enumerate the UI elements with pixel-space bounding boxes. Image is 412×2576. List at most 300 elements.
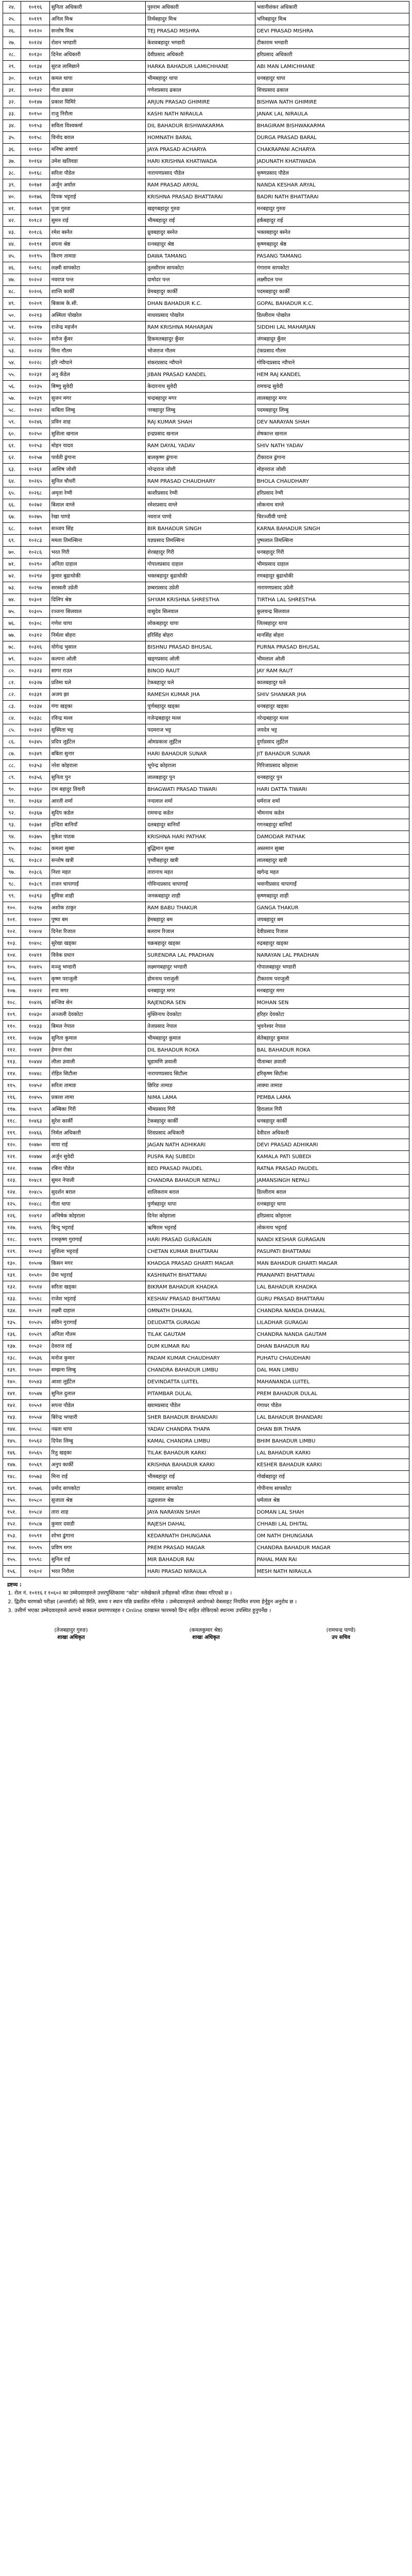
serial-number-cell: ६२.	[3, 452, 21, 464]
candidate-name-cell: सुमन राई	[49, 215, 145, 227]
table-row	[3, 760, 409, 772]
candidate-name-cell: सरोज कुँवर	[49, 333, 145, 345]
serial-number-cell: १५१.	[3, 1506, 21, 1518]
candidate-name-cell: सुशिला खनाल	[49, 428, 145, 440]
serial-number-cell: १२०.	[3, 1139, 21, 1151]
father-name-cell: नारायणप्रसाद सिटौला	[146, 1068, 255, 1080]
table-row	[3, 570, 409, 582]
grandfather-name-cell: गंगाधर पौडेल	[255, 1400, 409, 1412]
candidate-name-cell: दिलिप श्रेष्ठ	[49, 594, 145, 606]
serial-number-cell: १३७.	[3, 1341, 21, 1352]
roll-number-cell: १०११६	[21, 2, 49, 13]
father-name-cell: नन्दलाल शर्मा	[146, 795, 255, 807]
roll-number-cell: १०३२३	[21, 665, 49, 677]
roll-number-cell: १०५६९	[21, 1459, 49, 1471]
table-row	[3, 831, 409, 843]
grandfather-name-cell: भक्तबहादुर बस्नेत	[255, 227, 409, 239]
candidate-name-cell: सुनिल राई	[49, 1554, 145, 1566]
table-row	[3, 950, 409, 961]
grandfather-name-cell: JADUNATH KHATIWADA	[255, 156, 409, 167]
candidate-name-cell: निर्मला बोहरा	[49, 630, 145, 641]
grandfather-name-cell: PAHAL MAN RAI	[255, 1554, 409, 1566]
roll-number-cell: १०१७९	[21, 203, 49, 215]
candidate-name-cell: माया राई	[49, 1139, 145, 1151]
father-name-cell: HARI BAHADUR SUNAR	[146, 748, 255, 760]
father-name-cell: तिर्थबहादुर मिश्र	[146, 13, 255, 25]
father-name-cell: RAM PRASAD CHAUDHARY	[146, 476, 255, 487]
grandfather-name-cell: MAHANANDA LUITEL	[255, 1376, 409, 1388]
table-row	[3, 1554, 409, 1566]
roll-number-cell: १०१६०	[21, 144, 49, 156]
father-name-cell: केदारनाथ सुवेदी	[146, 381, 255, 393]
serial-number-cell: ५२.	[3, 333, 21, 345]
roll-number-cell: १०३६०	[21, 784, 49, 795]
roll-number-cell: १०४२६	[21, 997, 49, 1009]
table-row	[3, 167, 409, 179]
table-row	[3, 49, 409, 61]
table-row	[3, 807, 409, 819]
roll-number-cell: १०२२०	[21, 333, 49, 345]
serial-number-cell: १४८.	[3, 1471, 21, 1483]
candidate-name-cell: प्रमोद सापकोटा	[49, 1483, 145, 1495]
serial-number-cell: ७०.	[3, 547, 21, 558]
serial-number-cell: १५६.	[3, 1566, 21, 1578]
father-name-cell: चक्रबहादुर खड्का	[146, 938, 255, 950]
grandfather-name-cell: DHAN BAHADUR RAI	[255, 1341, 409, 1352]
candidate-name-cell: सुनिल दुलाल	[49, 1388, 145, 1400]
grandfather-name-cell: DEV NARAYAN SHAH	[255, 416, 409, 428]
roll-number-cell: १०१९८	[21, 262, 49, 274]
table-row	[3, 1068, 409, 1080]
serial-number-cell: १५४.	[3, 1542, 21, 1554]
roll-number-cell: १०३३८	[21, 713, 49, 724]
grandfather-name-cell: गोपीनाथ सापकोटा	[255, 1483, 409, 1495]
table-row	[3, 594, 409, 606]
table-row	[3, 84, 409, 96]
table-row	[3, 606, 409, 618]
table-row	[3, 298, 409, 310]
father-name-cell: पूर्णबहादुर खड्का	[146, 701, 255, 713]
table-row	[3, 120, 409, 132]
father-name-cell: नरबहादुर लिम्बु	[146, 404, 255, 416]
grandfather-name-cell: SHIV NATH YADAV	[255, 440, 409, 452]
serial-number-cell: ५४.	[3, 357, 21, 369]
serial-number-cell: ४८.	[3, 286, 21, 298]
roll-number-cell: १०४८१	[21, 1175, 49, 1187]
roll-number-cell: १०३०५	[21, 606, 49, 618]
grandfather-name-cell: धनबहादुर पुन	[255, 772, 409, 784]
candidate-name-cell: सरिता तामाङ	[49, 1080, 145, 1092]
father-name-cell: BHAGWATI PRASAD TIWARI	[146, 784, 255, 795]
table-row	[3, 393, 409, 404]
grandfather-name-cell: टंकप्रसाद गौतम	[255, 345, 409, 357]
serial-number-cell: ११५.	[3, 1080, 21, 1092]
table-row	[3, 677, 409, 689]
grandfather-name-cell: हरिप्रसाद कोइराला	[255, 1210, 409, 1222]
father-name-cell: DHAN BAHADUR K.C.	[146, 298, 255, 310]
table-row	[3, 1092, 409, 1104]
roll-number-cell: १०३७५	[21, 831, 49, 843]
serial-number-cell: ११९.	[3, 1127, 21, 1139]
table-row	[3, 321, 409, 333]
roll-number-cell: १०३६७	[21, 807, 49, 819]
roll-number-cell: १०२३१	[21, 369, 49, 381]
serial-number-cell: ३८.	[3, 167, 21, 179]
candidate-name-cell: अर्जुन अर्याल	[49, 179, 145, 191]
table-row	[3, 1198, 409, 1210]
roll-number-cell: १०२९४	[21, 570, 49, 582]
father-name-cell: SURENDRA LAL PRADHAN	[146, 950, 255, 961]
roll-number-cell: १०५१८	[21, 1293, 49, 1305]
table-row	[3, 641, 409, 653]
table-row	[3, 1483, 409, 1495]
roll-number-cell: १०२५३	[21, 440, 49, 452]
table-row	[3, 262, 409, 274]
table-row	[3, 2, 409, 13]
table-row	[3, 1447, 409, 1459]
roll-number-cell: १०११९	[21, 13, 49, 25]
grandfather-name-cell: NARAYAN LAL PRADHAN	[255, 950, 409, 961]
serial-number-cell: ५८.	[3, 404, 21, 416]
table-row	[3, 1518, 409, 1530]
grandfather-name-cell: अस्तमान सुब्बा	[255, 843, 409, 855]
father-name-cell: KRISHNA HARI PATHAK	[146, 831, 255, 843]
serial-number-cell: १४५.	[3, 1435, 21, 1447]
candidate-name-cell: बबिता सुनार	[49, 748, 145, 760]
table-row	[3, 1530, 409, 1542]
grandfather-name-cell: हर्कबहादुर राई	[255, 215, 409, 227]
candidate-name-cell: सपना श्रेष्ठ	[49, 239, 145, 250]
candidate-name-cell: गणेश थापा	[49, 618, 145, 630]
roll-number-cell: १०५१०	[21, 1269, 49, 1281]
serial-number-cell: १४४.	[3, 1423, 21, 1435]
roll-number-cell: १०३०१	[21, 594, 49, 606]
grandfather-name-cell: डिल्लीराम पोखरेल	[255, 310, 409, 321]
table-row	[3, 227, 409, 239]
serial-number-cell: ११३.	[3, 1056, 21, 1068]
father-name-cell: HARI KRISHNA KHATIWADA	[146, 156, 255, 167]
roll-number-cell: १०५६५	[21, 1447, 49, 1459]
roll-number-cell: १०५१४	[21, 1281, 49, 1293]
candidate-name-cell: सुस्मिता भट्ट	[49, 724, 145, 736]
candidate-name-cell: अस्मिता पोखरेल	[49, 310, 145, 321]
serial-number-cell: ७८.	[3, 641, 21, 653]
father-name-cell: ऋषिराम भट्टराई	[146, 1222, 255, 1234]
serial-number-cell: १५३.	[3, 1530, 21, 1542]
table-row	[3, 1151, 409, 1163]
serial-number-cell: ५०.	[3, 310, 21, 321]
table-row	[3, 428, 409, 440]
serial-number-cell: ६५.	[3, 487, 21, 499]
father-name-cell: गजेन्द्रबहादुर मल्ल	[146, 713, 255, 724]
table-row	[3, 973, 409, 985]
candidate-name-cell: बिन्दु भट्टराई	[49, 1222, 145, 1234]
table-row	[3, 1506, 409, 1518]
father-name-cell: RAM BABU THAKUR	[146, 902, 255, 914]
table-row	[3, 701, 409, 713]
grandfather-name-cell: DHAN BIR THAPA	[255, 1423, 409, 1435]
grandfather-name-cell: PUHATU CHAUDHARI	[255, 1352, 409, 1364]
father-name-cell: तुलसीराम सापकोटा	[146, 262, 255, 274]
serial-number-cell: ८८.	[3, 760, 21, 772]
grandfather-name-cell: NANDI KESHAR GURAGAIN	[255, 1234, 409, 1246]
roll-number-cell: १०१८६	[21, 227, 49, 239]
candidate-name-cell: सरिता खड्का	[49, 1281, 145, 1293]
grandfather-name-cell: कृष्णबहादुर शाही	[255, 890, 409, 902]
father-name-cell: KASHI NATH NIRAULA	[146, 108, 255, 120]
father-name-cell: डम्बरप्रसाद उप्रेती	[146, 582, 255, 594]
roll-number-cell: १०२८६	[21, 547, 49, 558]
roll-number-cell: १०४१५	[21, 961, 49, 973]
roll-number-cell: १०४५९	[21, 1104, 49, 1115]
roll-number-cell: १०४९२	[21, 1210, 49, 1222]
father-name-cell: RAJESH DAHAL	[146, 1518, 255, 1530]
roll-number-cell: १०३९३	[21, 890, 49, 902]
father-name-cell: JAGAN NATH ADHIKARI	[146, 1139, 255, 1151]
roll-number-cell: १०१५३	[21, 120, 49, 132]
candidate-name-cell: सुजन मगर	[49, 393, 145, 404]
roll-number-cell: १०३४९	[21, 748, 49, 760]
candidate-name-cell: आरती शर्मा	[49, 795, 145, 807]
grandfather-name-cell: भनिबहादुर मिश्र	[255, 13, 409, 25]
grandfather-name-cell: KARNA BAHADUR SINGH	[255, 523, 409, 535]
grandfather-name-cell: धर्मलाल श्रेष्ठ	[255, 1495, 409, 1506]
grandfather-name-cell: BADRI NATH BHATTARAI	[255, 191, 409, 203]
table-row	[3, 1293, 409, 1305]
roll-number-cell: १०४४४	[21, 1056, 49, 1068]
grandfather-name-cell: भीमनाथ कडेल	[255, 807, 409, 819]
roll-number-cell: १०२७२	[21, 499, 49, 511]
serial-number-cell: १२३.	[3, 1175, 21, 1187]
candidate-name-cell: अर्जुन सुवेदी	[49, 1151, 145, 1163]
serial-number-cell: ७६.	[3, 618, 21, 630]
father-name-cell: ख्यामप्रसाद पौडेल	[146, 1400, 255, 1412]
candidate-name-cell: हरि न्यौपाने	[49, 357, 145, 369]
father-name-cell: लक्ष्मणबहादुर भण्डारी	[146, 961, 255, 973]
serial-number-cell: १२९.	[3, 1246, 21, 1258]
candidate-name-cell: सुनिल चौधरी	[49, 476, 145, 487]
grandfather-name-cell: DAMODAR PATHAK	[255, 831, 409, 843]
father-name-cell: BED PRASAD PAUDEL	[146, 1163, 255, 1175]
table-row	[3, 582, 409, 594]
serial-number-cell: ९२.	[3, 807, 21, 819]
roll-number-cell: १०५०३	[21, 1246, 49, 1258]
candidate-name-cell: कमल थापा	[49, 73, 145, 84]
grandfather-name-cell: डिल्लीराम बराल	[255, 1187, 409, 1198]
grandfather-name-cell: धनबहादुर खड्का	[255, 701, 409, 713]
serial-number-cell: २४.	[3, 2, 21, 13]
father-name-cell: MIR BAHADUR RAI	[146, 1554, 255, 1566]
roll-number-cell: १०५६२	[21, 1435, 49, 1447]
roll-number-cell: १०४००	[21, 914, 49, 926]
roll-number-cell: १०४११	[21, 950, 49, 961]
roll-number-cell: १०५३६	[21, 1352, 49, 1364]
serial-number-cell: २९.	[3, 61, 21, 73]
grandfather-name-cell: भीमप्रसाद दाहाल	[255, 558, 409, 570]
candidate-name-cell: सन्जिव सेन	[49, 997, 145, 1009]
note-item: 3. उत्तीर्ण भएका उम्मेदवारहरुले आफ्नो सक्कल प्रमाणपत्रहरु र Online दरखास्त फारमको प्रिन्ट सहित तोकिएको स्थानमा उपस्थित हुनुपर्नेछ ।	[14, 1607, 405, 1615]
grandfather-name-cell: धनबहादुर कार्की	[255, 1115, 409, 1127]
table-row	[3, 1044, 409, 1056]
table-row	[3, 784, 409, 795]
roll-number-cell: १०१५०	[21, 108, 49, 120]
father-name-cell: टेकबहादुर घले	[146, 677, 255, 689]
father-name-cell: भूपेन्द्र कोइराला	[146, 760, 255, 772]
candidate-name-cell: अम्बिका गिरी	[49, 1104, 145, 1115]
table-row	[3, 748, 409, 760]
serial-number-cell: ३५.	[3, 132, 21, 144]
father-name-cell: KASHINATH BHATTARAI	[146, 1269, 255, 1281]
table-row	[3, 1352, 409, 1364]
grandfather-name-cell: लोकनाथ वाग्ले	[255, 499, 409, 511]
table-row	[3, 795, 409, 807]
father-name-cell: KESHAV PRASAD BHATTARAI	[146, 1293, 255, 1305]
roll-number-cell: १०४४८	[21, 1068, 49, 1080]
roll-number-cell: १०१९१	[21, 239, 49, 250]
roll-number-cell: १०६०२	[21, 1566, 49, 1578]
candidate-name-cell: सुरेश कार्की	[49, 1115, 145, 1127]
candidate-name-cell: राजेश भट्टराई	[49, 1293, 145, 1305]
father-name-cell: खड्गप्रसाद ओली	[146, 653, 255, 665]
father-name-cell: RAJ KUMAR SHAH	[146, 416, 255, 428]
table-row	[3, 961, 409, 973]
grandfather-name-cell: LAL BAHADUR KARKI	[255, 1447, 409, 1459]
table-row	[3, 357, 409, 369]
serial-number-cell: ११२.	[3, 1044, 21, 1056]
table-row	[3, 867, 409, 878]
grandfather-name-cell: LAL BAHADUR KHADKA	[255, 1281, 409, 1293]
father-name-cell: केशवबहादुर भण्डारी	[146, 37, 255, 49]
serial-number-cell: ३४.	[3, 120, 21, 132]
grandfather-name-cell: धनबहादुर गिरी	[255, 547, 409, 558]
serial-number-cell: ५५.	[3, 369, 21, 381]
roll-number-cell: १०२६५	[21, 476, 49, 487]
table-row	[3, 1032, 409, 1044]
table-row	[3, 203, 409, 215]
serial-number-cell: ७९.	[3, 653, 21, 665]
grandfather-name-cell: लोकनाथ भट्टराई	[255, 1222, 409, 1234]
table-row	[3, 997, 409, 1009]
serial-number-cell: ८४.	[3, 713, 21, 724]
grandfather-name-cell: मानसिंह बोहरा	[255, 630, 409, 641]
father-name-cell: SHER BAHADUR BHANDARI	[146, 1412, 255, 1423]
candidate-name-cell: रोशन भण्डारी	[49, 37, 145, 49]
serial-number-cell: ६४.	[3, 476, 21, 487]
serial-number-cell: १०१.	[3, 914, 21, 926]
candidate-name-cell: सपना पौडेल	[49, 1400, 145, 1412]
candidate-name-cell: प्रविण मगर	[49, 1542, 145, 1554]
father-name-cell: BISHNU PRASAD BHUSAL	[146, 641, 255, 653]
serial-number-cell: ८५.	[3, 724, 21, 736]
grandfather-name-cell: LAL BAHADUR BHANDARI	[255, 1412, 409, 1423]
grandfather-name-cell: टीकाराम भण्डारी	[255, 37, 409, 49]
candidate-name-cell: सुनिता पुन	[49, 772, 145, 784]
roll-number-cell: १०३१६	[21, 641, 49, 653]
candidate-name-cell: प्रेमा भट्टराई	[49, 1269, 145, 1281]
roll-number-cell: १०१३०	[21, 49, 49, 61]
grandfather-name-cell: JANAK LAL NIRAULA	[255, 108, 409, 120]
father-name-cell: भक्तबहादुर बुढाथोकी	[146, 570, 255, 582]
candidate-name-cell: रेखा पाण्डे	[49, 511, 145, 523]
father-name-cell: PREM PRASAD MAGAR	[146, 1542, 255, 1554]
candidate-name-cell: शान्ति कार्की	[49, 286, 145, 298]
candidate-name-cell: किरण तामाङ	[49, 250, 145, 262]
serial-number-cell: ९५.	[3, 843, 21, 855]
candidate-name-cell: देवराज राई	[49, 1341, 145, 1352]
grandfather-name-cell: BISHWA NATH GHIMIRE	[255, 96, 409, 108]
grandfather-name-cell: रुद्रबहादुर खड्का	[255, 938, 409, 950]
grandfather-name-cell: पुष्पलाल तिमल्सिना	[255, 535, 409, 547]
candidate-name-cell: सुनिता कुमाल	[49, 1032, 145, 1044]
table-row	[3, 239, 409, 250]
serial-number-cell: ८२.	[3, 689, 21, 701]
father-name-cell: रत्नबहादुर श्रेष्ठ	[146, 239, 255, 250]
father-name-cell: लालबहादुर पुन	[146, 772, 255, 784]
grandfather-name-cell: रामचन्द्र सुवेदी	[255, 381, 409, 393]
roll-number-cell: १०२५०	[21, 428, 49, 440]
grandfather-name-cell: कृष्णप्रसाद पौडेल	[255, 167, 409, 179]
table-row	[3, 96, 409, 108]
grandfather-name-cell: KESHER BAHADUR KARKI	[255, 1459, 409, 1471]
father-name-cell: शंकरप्रसाद न्यौपाने	[146, 357, 255, 369]
roll-number-cell: १०४५२	[21, 1080, 49, 1092]
candidate-name-cell: कुमार दवाडी	[49, 1518, 145, 1530]
serial-number-cell: २८.	[3, 49, 21, 61]
grandfather-name-cell: जंगबहादुर कुँवर	[255, 333, 409, 345]
roll-number-cell: १०३२०	[21, 653, 49, 665]
roll-number-cell: १०२६१	[21, 464, 49, 476]
father-name-cell: दलबहादुर बानियाँ	[146, 819, 255, 831]
candidate-name-cell: मुकेश पाठक	[49, 831, 145, 843]
candidate-name-cell: सन्तोष खत्री	[49, 855, 145, 867]
serial-number-cell: ८०.	[3, 665, 21, 677]
father-name-cell: TILAK GAUTAM	[146, 1329, 255, 1341]
table-row	[3, 1021, 409, 1032]
serial-number-cell: १३९.	[3, 1364, 21, 1376]
table-row	[3, 985, 409, 997]
grandfather-name-cell: BHAGIRAM BISHWAKARMA	[255, 120, 409, 132]
table-row	[3, 558, 409, 570]
serial-number-cell: ११४.	[3, 1068, 21, 1080]
father-name-cell: रामप्रसाद सापकोटा	[146, 1483, 255, 1495]
father-name-cell: यज्ञप्रसाद तिमल्सिना	[146, 535, 255, 547]
serial-number-cell: १३३.	[3, 1293, 21, 1305]
table-row	[3, 1187, 409, 1198]
roll-number-cell: १०३४५	[21, 736, 49, 748]
candidate-name-cell: सुदिप कडेल	[49, 807, 145, 819]
signatory-title: शाखा अधिकृत	[192, 1635, 220, 1640]
candidate-name-cell: मञ्जु भण्डारी	[49, 961, 145, 973]
candidate-name-cell: सुशिला भट्टराई	[49, 1246, 145, 1258]
table-row	[3, 179, 409, 191]
father-name-cell: टेकबहादुर कार्की	[146, 1115, 255, 1127]
father-name-cell: तारानाथ महत	[146, 867, 255, 878]
candidate-name-cell: सुजाता श्रेष्ठ	[49, 1495, 145, 1506]
table-row	[3, 25, 409, 37]
serial-number-cell: १०६.	[3, 973, 21, 985]
table-row	[3, 1471, 409, 1483]
table-row	[3, 926, 409, 938]
serial-number-cell: ६१.	[3, 440, 21, 452]
father-name-cell: माधवप्रसाद पोखरेल	[146, 310, 255, 321]
grandfather-name-cell: लाक्पा तामाङ	[255, 1080, 409, 1092]
father-name-cell: बुद्धिमान सुब्बा	[146, 843, 255, 855]
serial-number-cell: १२४.	[3, 1187, 21, 1198]
grandfather-name-cell: DEVI PRASAD ADHIKARI	[255, 1139, 409, 1151]
roll-number-cell: १०४७४	[21, 1151, 49, 1163]
father-name-cell: होमनाथ पराजुली	[146, 973, 255, 985]
candidate-name-cell: रितु खड्का	[49, 1447, 145, 1459]
